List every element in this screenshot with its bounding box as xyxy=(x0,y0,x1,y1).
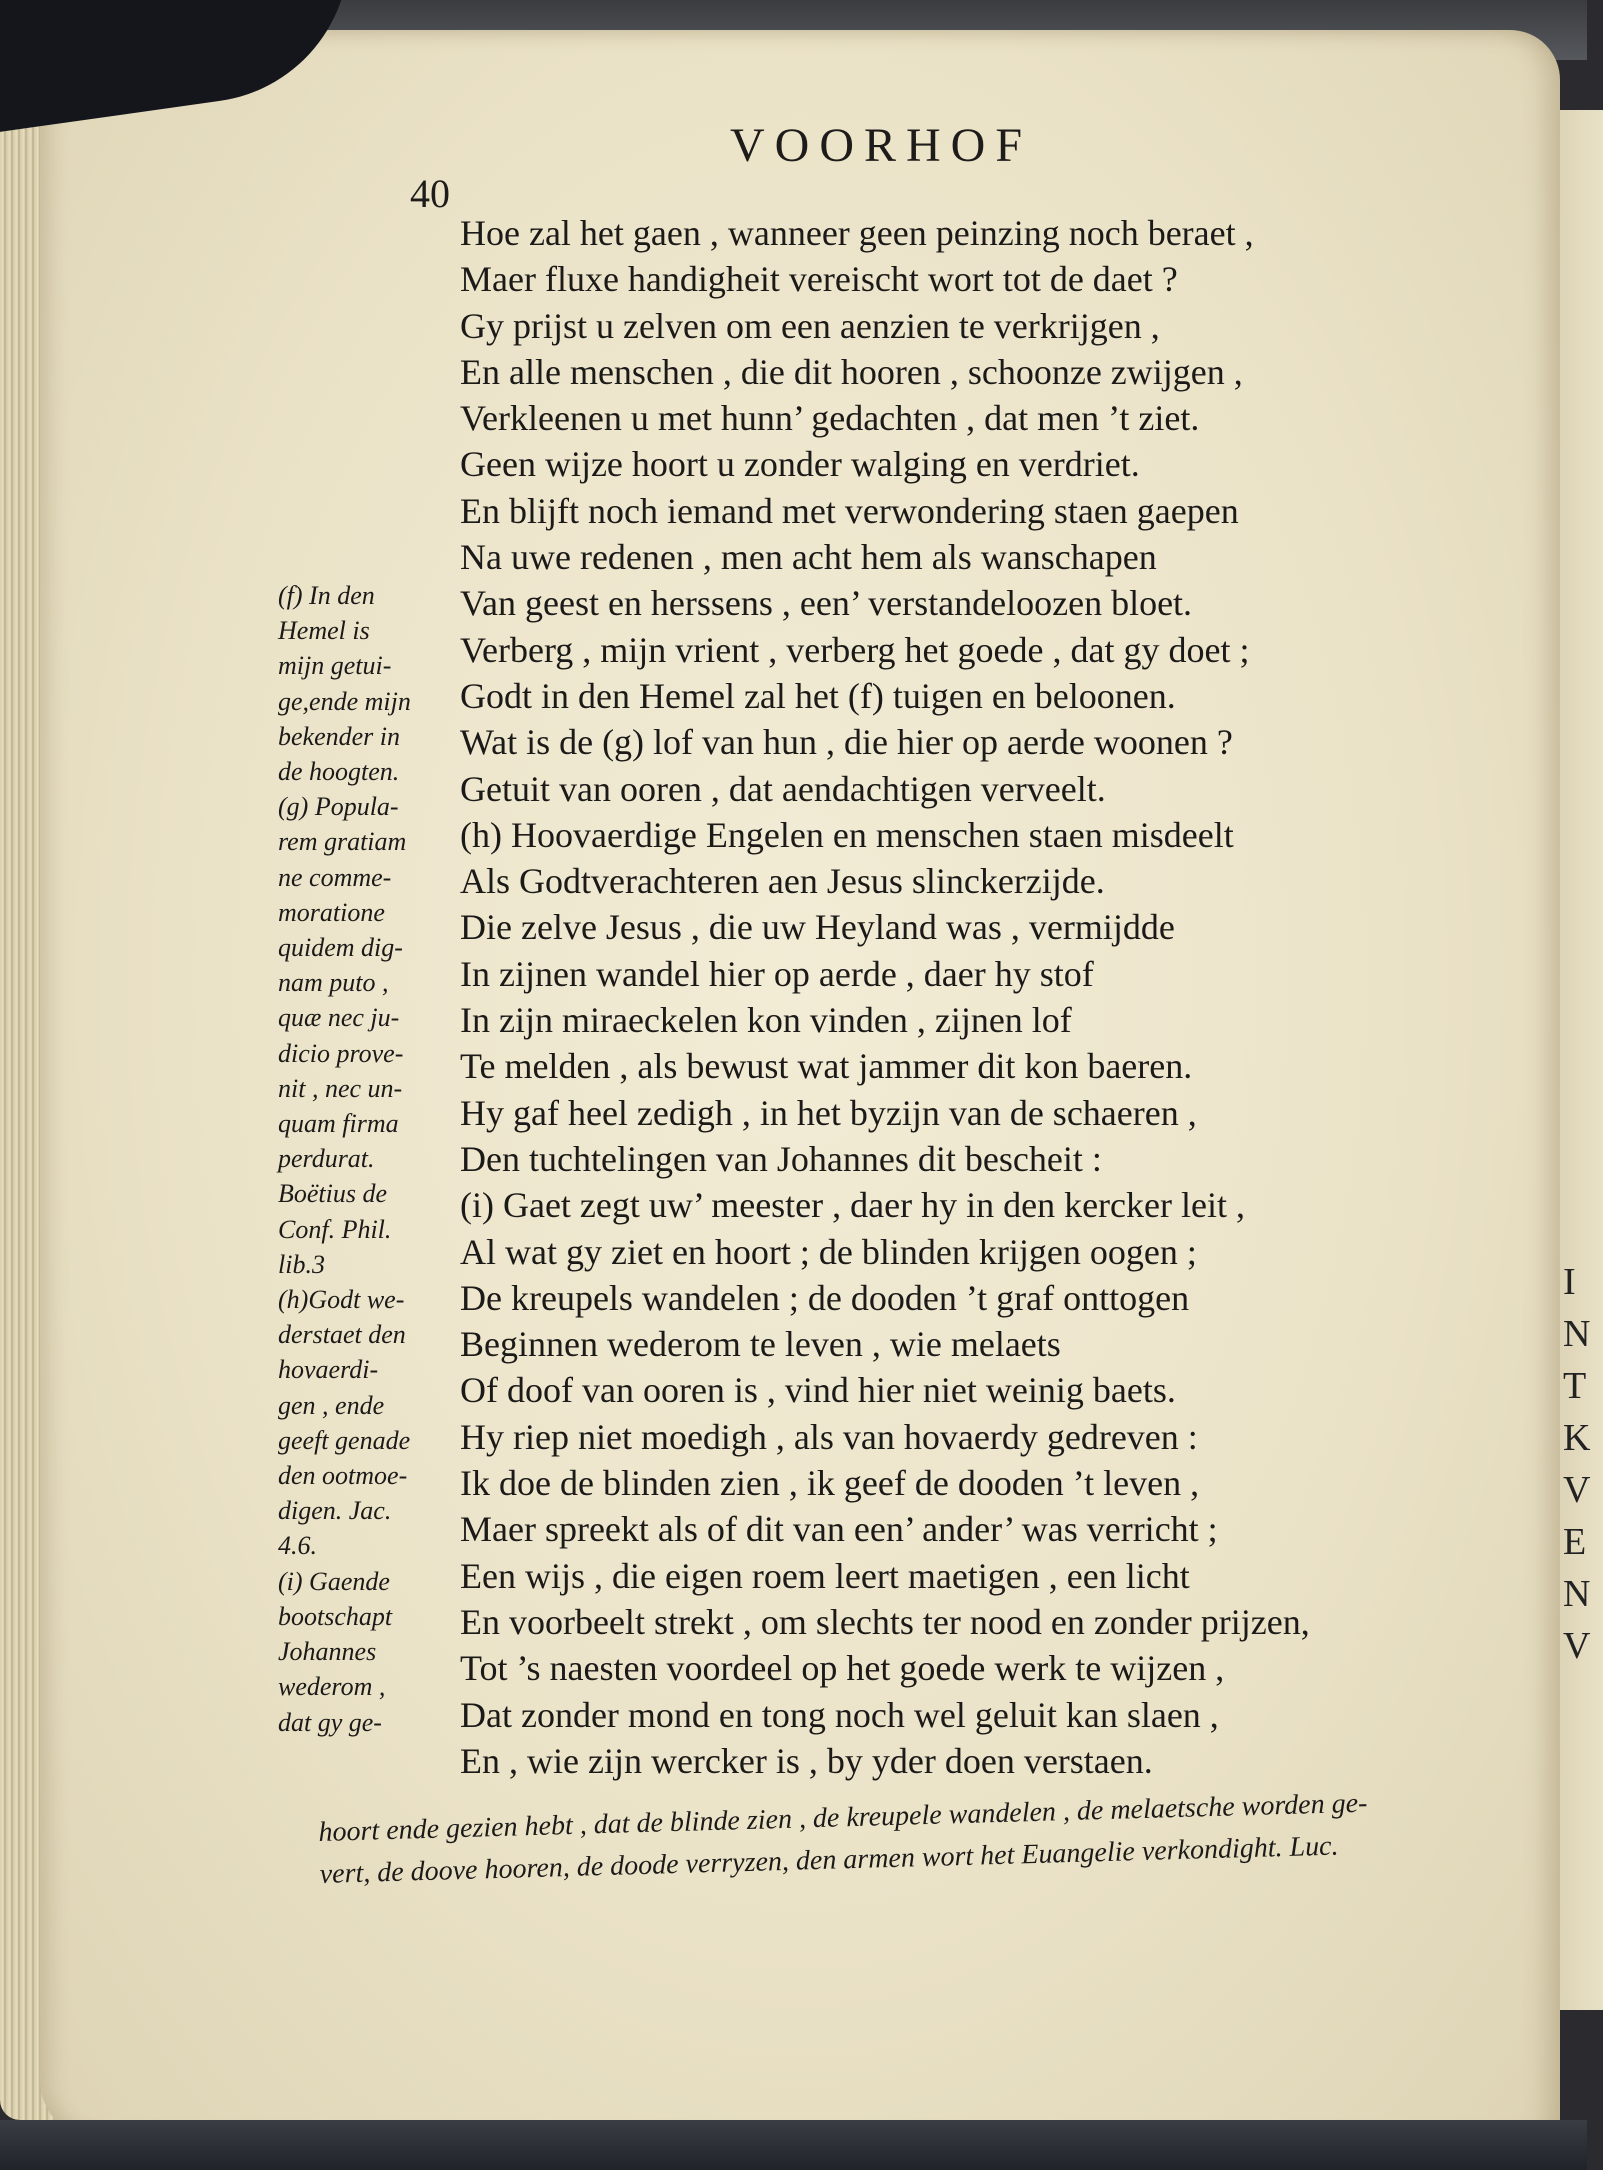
verse-line: Te melden , als bewust wat jammer dit kon baeren. xyxy=(460,1046,1193,1087)
facing-page-letter: N xyxy=(1563,1573,1591,1615)
verse-line: Als Godtverachteren aen Jesus slinckerzijde. xyxy=(460,861,1105,902)
verse-line: Die zelve Jesus , die uw Heyland was , vermijdde xyxy=(460,907,1175,948)
verse-line: En blijft noch iemand met verwondering staen gaepen xyxy=(460,490,1239,531)
verse-line: (i) Gaet zegt uw’ meester , daer hy in den kercker leit , xyxy=(460,1185,1245,1226)
margin-note-line: bekender in xyxy=(278,721,401,751)
verse-line: En , wie zijn wercker is , by yder doen verstaen. xyxy=(460,1740,1153,1781)
verse-line: In zijnen wandel hier op aerde , daer hy stof xyxy=(460,953,1094,994)
facing-page-letter: E xyxy=(1563,1521,1587,1563)
verse-line: Hoe zal het gaen , wanneer geen peinzing noch beraet , xyxy=(460,213,1254,253)
verse-line: Den tuchtelingen van Johannes dit bescheit : xyxy=(460,1138,1102,1179)
margin-note-line: (g) Popula- xyxy=(278,792,399,822)
facing-page-letter: I xyxy=(1563,1261,1576,1303)
margin-note-line: (f) In den xyxy=(278,581,375,610)
verse-line: Dat zonder mond en tong noch wel geluit kan slaen , xyxy=(460,1694,1219,1735)
margin-note-line: moratione xyxy=(278,897,385,927)
margin-note-line: 4.6. xyxy=(278,1531,317,1561)
verse-line: Van geest en herssens , een’ verstandeloozen bloet. xyxy=(460,583,1193,624)
margin-note-line: de hoogten. xyxy=(278,757,400,787)
margin-note-line: nam puto , xyxy=(278,968,389,998)
verse-line: Hy riep niet moedigh , als van hovaerdy gedreven : xyxy=(460,1416,1198,1457)
verse-line: Tot ’s naesten voordeel op het goede werk te wijzen , xyxy=(460,1648,1225,1689)
verse-line: Een wijs , die eigen roem leert maetigen , een licht xyxy=(460,1555,1190,1596)
margin-note-line: lib.3 xyxy=(278,1249,325,1279)
verse-line: De kreupels wandelen ; de dooden ’t graf onttogen xyxy=(460,1277,1190,1318)
margin-note-line: mijn getui- xyxy=(278,651,392,681)
running-head: VOORHOF xyxy=(730,119,1033,172)
verse-line: En voorbeelt strekt , om slechts ter nood en zonder prijzen, xyxy=(460,1601,1310,1642)
margin-note-line: quæ nec ju- xyxy=(278,1003,400,1033)
facing-page-letter: V xyxy=(1563,1469,1591,1511)
verse-line: Godt in den Hemel zal het (f) tuigen en beloonen. xyxy=(460,675,1176,716)
footnote-line: hoort ende gezien hebt , dat de blinde zien , de kreupele wandelen , de melaetsche worden ge- xyxy=(318,1787,1368,1848)
margin-note-line: ne comme- xyxy=(278,862,392,892)
margin-note-line: digen. Jac. xyxy=(278,1496,392,1526)
verse-line: Verberg , mijn vrient , verberg het goede , dat gy doet ; xyxy=(460,629,1250,670)
footnote-line: vert, de doove hooren, de doode verryzen, den armen wort het Euangelie verkondight. Luc. xyxy=(319,1830,1339,1890)
verse-column xyxy=(460,210,1510,1784)
verse-line: En alle menschen , die dit hooren , schoonze zwijgen , xyxy=(460,351,1243,392)
facing-page-letter: V xyxy=(1563,1625,1591,1667)
margin-note-line: rem gratiam xyxy=(278,827,407,857)
margin-note-line: hovaerdi- xyxy=(278,1355,379,1385)
verse-line: Na uwe redenen , men acht hem als wanschapen xyxy=(460,537,1157,578)
margin-note-line: (i) Gaende xyxy=(278,1566,390,1596)
margin-note-line: Hemel is xyxy=(278,616,370,646)
margin-note-line: Boëtius de xyxy=(278,1179,388,1209)
verse-line: Geen wijze hoort u zonder walging en verdriet. xyxy=(460,444,1140,485)
verse-line: Wat is de (g) lof van hun , die hier op aerde woonen ? xyxy=(460,722,1233,763)
verse-line: Verkleenen u met hunn’ gedachten , dat men ’t ziet. xyxy=(460,398,1200,439)
margin-note-line: den ootmoe- xyxy=(278,1461,408,1491)
verse-line: In zijn miraeckelen kon vinden , zijnen lof xyxy=(460,1000,1072,1041)
page-number: 40 xyxy=(410,171,450,216)
verse-line: Beginnen wederom te leven , wie melaets xyxy=(460,1324,1061,1365)
margin-note-line: quam firma xyxy=(278,1109,399,1139)
verse-line: Maer fluxe handigheit vereischt wort tot de daet ? xyxy=(460,259,1178,300)
verse-line: Gy prijst u zelven om een aenzien te verkrijgen , xyxy=(460,305,1160,346)
facing-page-letter: T xyxy=(1563,1365,1587,1407)
margin-note-line: dicio prove- xyxy=(278,1038,404,1068)
table-surface xyxy=(0,2120,1587,2170)
margin-notes xyxy=(278,578,468,1740)
margin-note-line: (h)Godt we- xyxy=(278,1285,405,1315)
margin-note-line: quidem dig- xyxy=(278,933,403,963)
margin-note-line: Johannes xyxy=(278,1637,377,1667)
margin-note-line: geeft genade xyxy=(278,1425,411,1455)
margin-note-line: dat gy ge- xyxy=(278,1707,382,1737)
facing-page-letter: K xyxy=(1563,1417,1591,1459)
margin-note-line: nit , nec un- xyxy=(278,1073,403,1103)
margin-note-line: bootschapt xyxy=(278,1601,393,1631)
margin-note-line: Conf. Phil. xyxy=(278,1214,392,1244)
facing-page-letter: N xyxy=(1563,1313,1591,1355)
verse-line: (h) Hoovaerdige Engelen en menschen staen misdeelt xyxy=(460,814,1234,855)
verse-line: Of doof van ooren is , vind hier niet weinig baets. xyxy=(460,1370,1176,1411)
margin-note-line: wederom , xyxy=(278,1672,386,1702)
verse-line: Al wat gy ziet en hoort ; de blinden krijgen oogen ; xyxy=(460,1231,1197,1272)
verse-line: Ik doe de blinden zien , ik geef de dooden ’t leven , xyxy=(460,1463,1200,1504)
margin-note-line: perdurat. xyxy=(278,1144,375,1174)
margin-note-line: gen , ende xyxy=(278,1390,385,1420)
margin-note-line: ge,ende mijn xyxy=(278,686,411,716)
margin-note-line: derstaet den xyxy=(278,1320,406,1350)
verse-line: Hy gaf heel zedigh , in het byzijn van de schaeren , xyxy=(460,1092,1197,1133)
verse-line: Maer spreekt als of dit van een’ ander’ was verricht ; xyxy=(460,1509,1218,1550)
verse-line: Getuit van ooren , dat aendachtigen verveelt. xyxy=(460,768,1106,809)
